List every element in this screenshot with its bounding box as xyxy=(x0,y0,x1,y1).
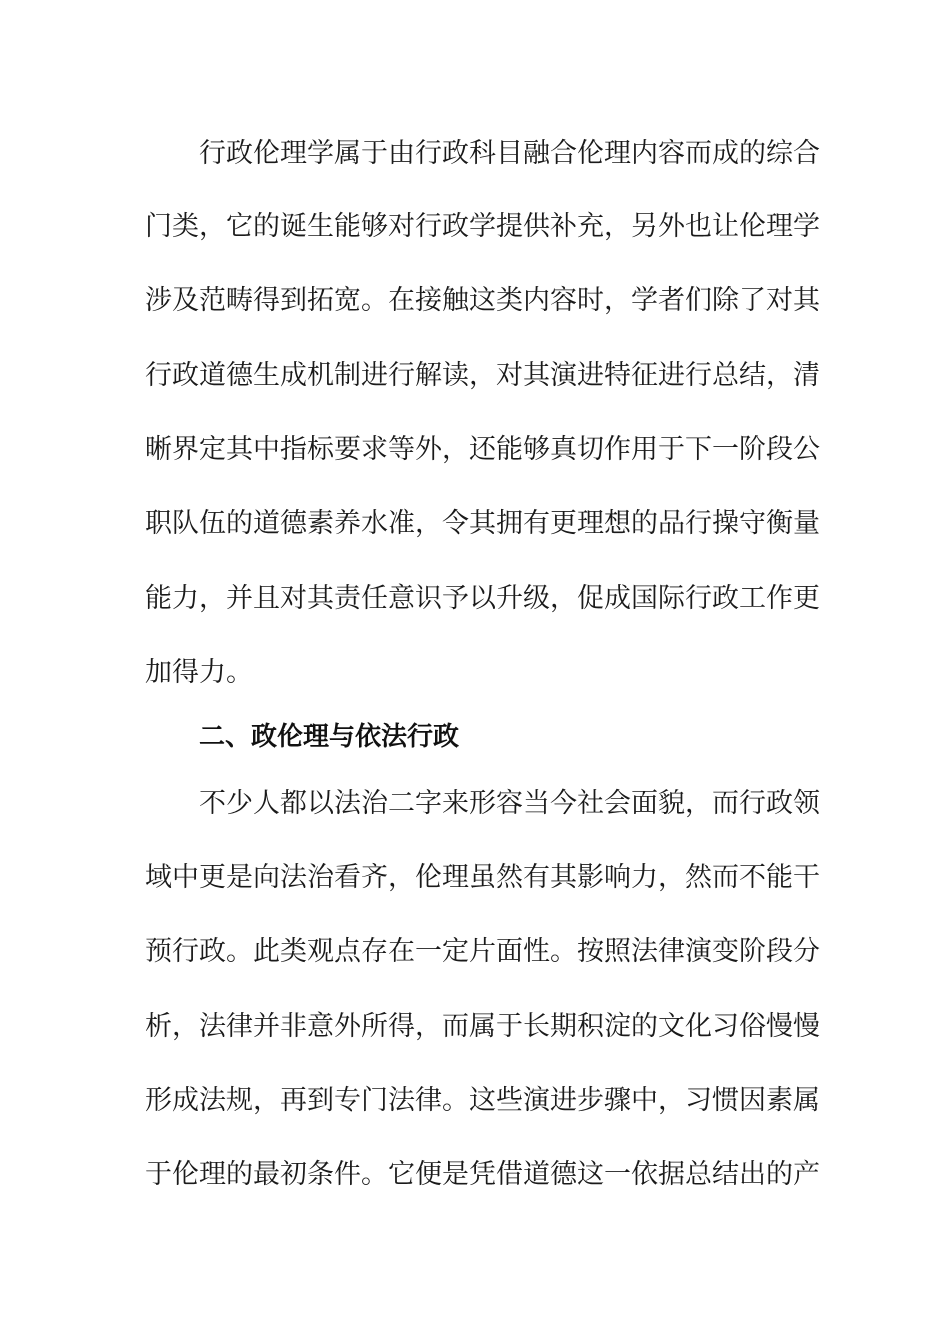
paragraph-1-line-6: 职队伍的道德素养水准，令其拥有更理想的品行操守衡量 xyxy=(145,508,820,539)
paragraph-1-line-5: 晰界定其中指标要求等外，还能够真切作用于下一阶段公 xyxy=(145,434,820,465)
paragraph-2-line-1: 不少人都以法治二字来形容当今社会面貌，而行政领 xyxy=(199,788,820,819)
paragraph-2-line-4: 析，法律并非意外所得，而属于长期积淀的文化习俗慢慢 xyxy=(145,1011,820,1042)
paragraph-2-line-6: 于伦理的最初条件。它便是凭借道德这一依据总结出的产 xyxy=(145,1159,820,1190)
paragraph-1-line-8: 加得力。 xyxy=(145,657,253,688)
section-heading: 二、政伦理与依法行政 xyxy=(199,722,460,752)
paragraph-1-line-3: 涉及范畴得到拓宽。在接触这类内容时，学者们除了对其 xyxy=(145,285,820,316)
paragraph-1-line-4: 行政道德生成机制进行解读，对其演进特征进行总结，清 xyxy=(145,360,820,391)
paragraph-1-line-1: 行政伦理学属于由行政科目融合伦理内容而成的综合 xyxy=(199,138,820,169)
paragraph-1-line-7: 能力，并且对其责任意识予以升级，促成国际行政工作更 xyxy=(145,583,820,614)
paragraph-2-line-5: 形成法规，再到专门法律。这些演进步骤中，习惯因素属 xyxy=(145,1085,820,1116)
paragraph-1-line-2: 门类，它的诞生能够对行政学提供补充，另外也让伦理学 xyxy=(145,211,820,242)
paragraph-2-line-3: 预行政。此类观点存在一定片面性。按照法律演变阶段分 xyxy=(145,936,820,967)
paragraph-2-line-2: 域中更是向法治看齐，伦理虽然有其影响力，然而不能干 xyxy=(145,862,820,893)
